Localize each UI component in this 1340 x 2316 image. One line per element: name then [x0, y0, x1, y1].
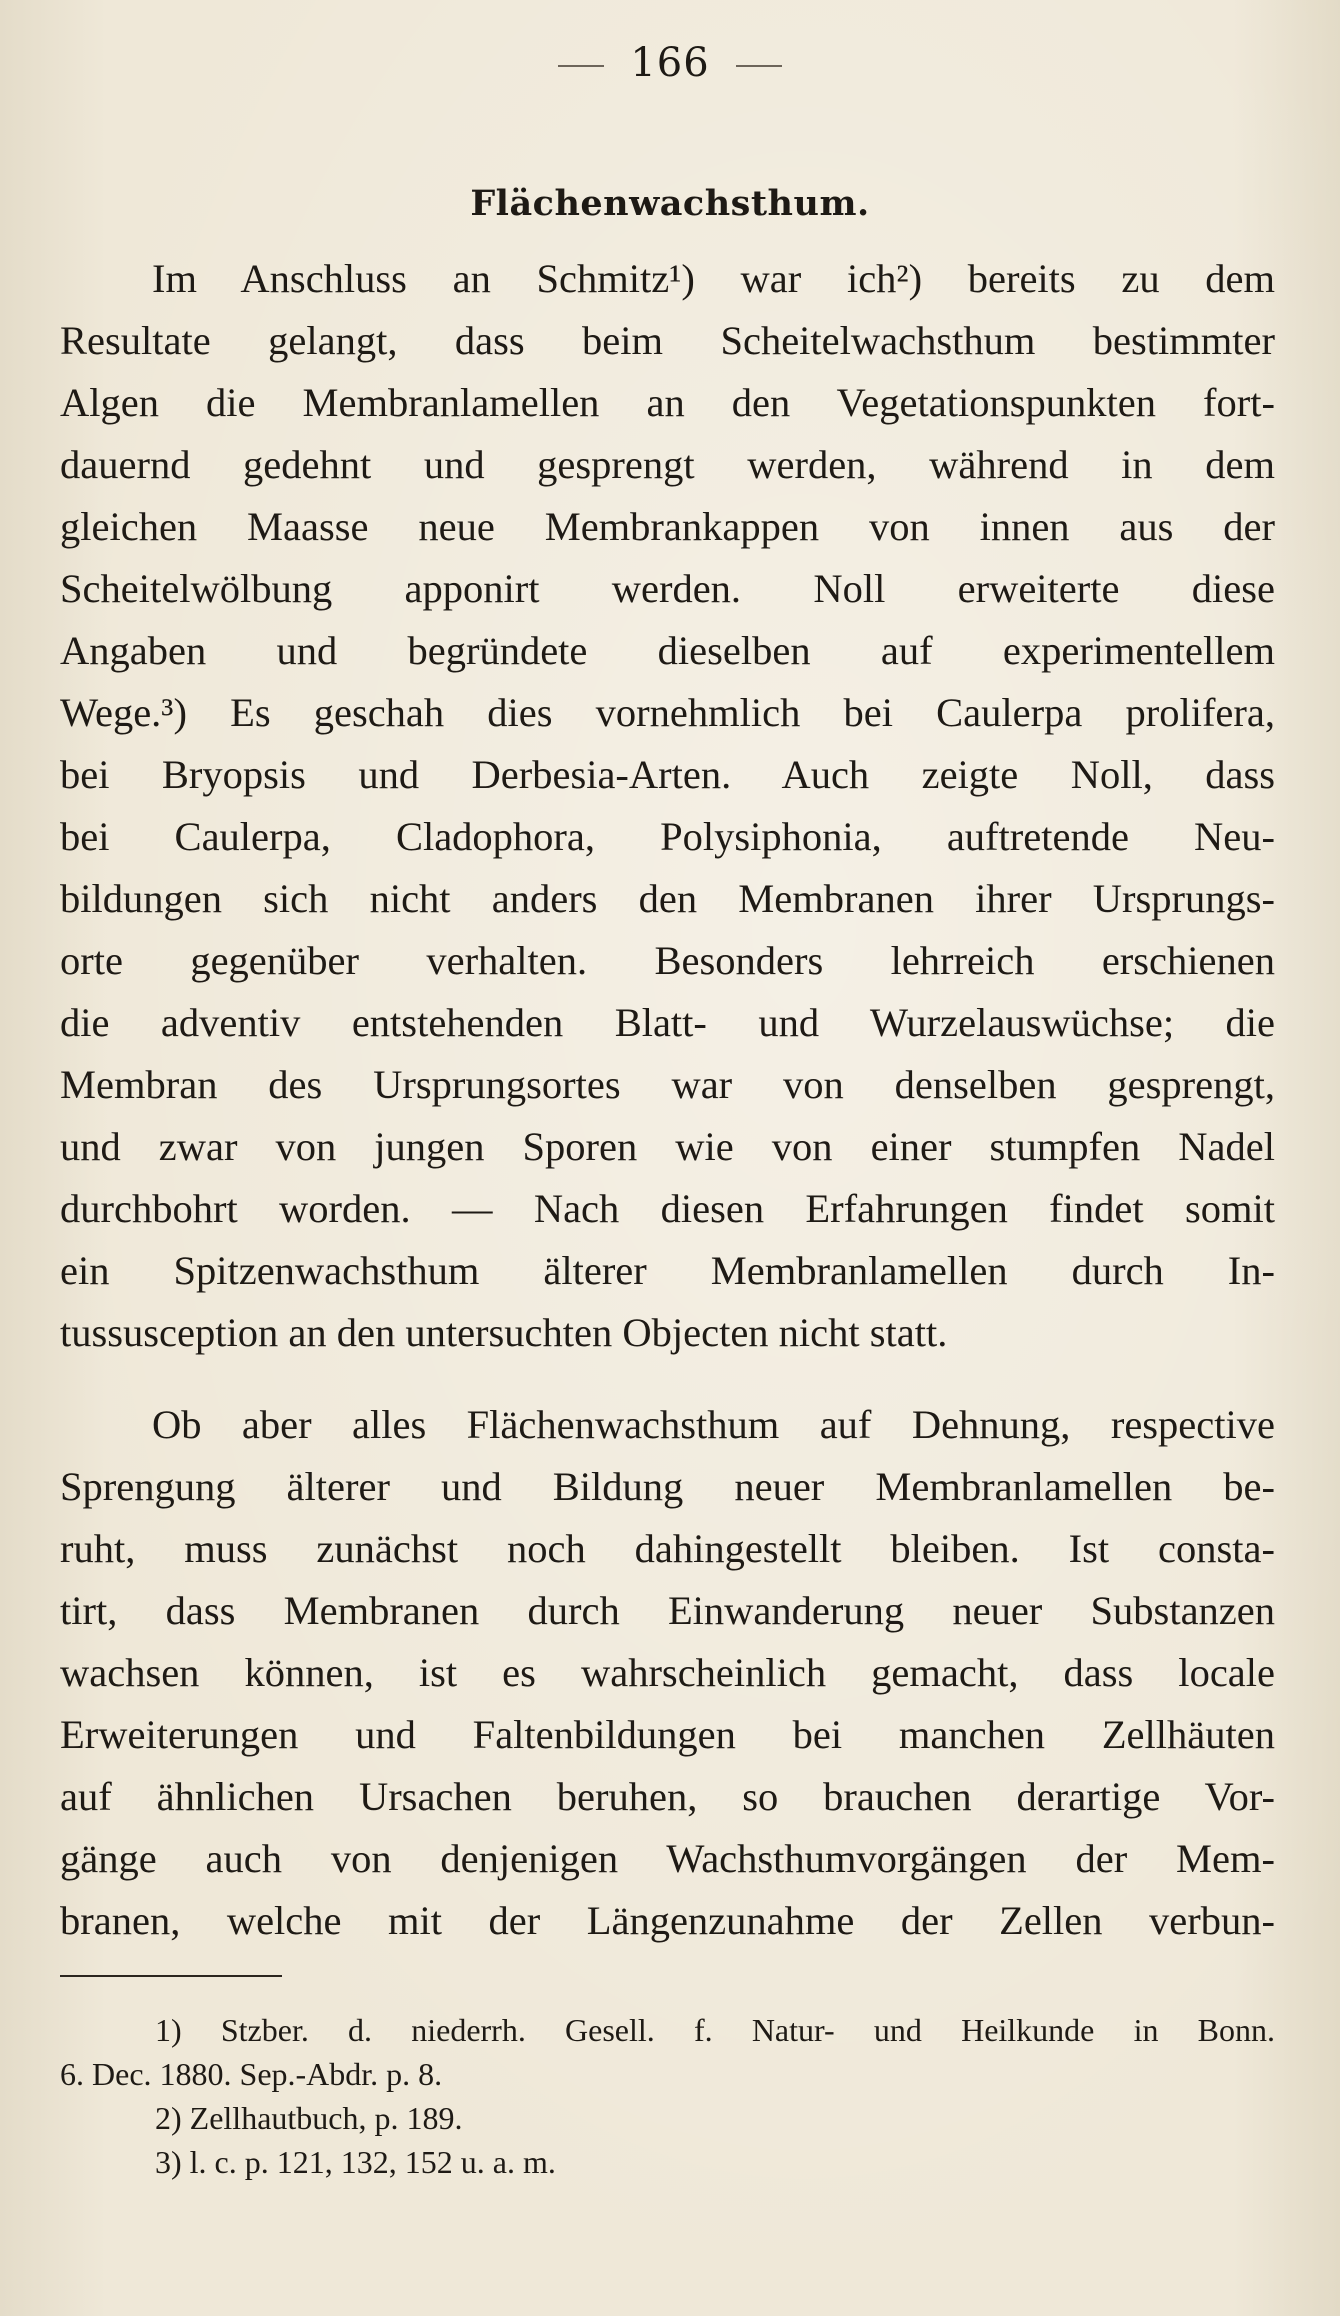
text-line: ruht, muss zunächst noch dahingestellt bleiben. Ist consta- [60, 1526, 1275, 1571]
text-line: Im Anschluss an Schmitz¹) war ich²) bereits zu dem [152, 256, 1275, 301]
text-line: die adventiv entstehenden Blatt- und Wurzelauswüchse; die [60, 1000, 1275, 1045]
text-line: tirt, dass Membranen durch Einwanderung neuer Substanzen [60, 1588, 1275, 1633]
text-line: auf ähnlichen Ursachen beruhen, so brauchen derartige Vor- [60, 1774, 1275, 1819]
text-line: Algen die Membranlamellen an den Vegetationspunkten fort- [60, 380, 1275, 425]
text-line: Ob aber alles Flächenwachsthum auf Dehnung, respective [152, 1402, 1275, 1447]
footnote-line: 1) Stzber. d. niederrh. Gesell. f. Natur- und Heilkunde in Bonn. [155, 2012, 1275, 2048]
text-line: Resultate gelangt, dass beim Scheitelwachsthum bestimmter [60, 318, 1275, 363]
text-line: gänge auch von denjenigen Wachsthumvorgängen der Mem- [60, 1836, 1275, 1881]
text-line: ein Spitzenwachsthum älterer Membranlamellen durch In- [60, 1248, 1275, 1293]
footnote-line: 3) l. c. p. 121, 132, 152 u. a. m. [155, 2144, 556, 2180]
text-line: und zwar von jungen Sporen wie von einer stumpfen Nadel [60, 1124, 1275, 1169]
text-line: Membran des Ursprungsortes war von denselben gesprengt, [60, 1062, 1275, 1107]
paragraph-1 [60, 248, 1275, 1364]
text-line: orte gegenüber verhalten. Besonders lehrreich erschienen [60, 938, 1275, 983]
footnote-divider [60, 1975, 282, 1977]
text-line: bildungen sich nicht anders den Membranen ihrer Ursprungs- [60, 876, 1275, 921]
page-number: 166 [630, 40, 710, 86]
footnotes [60, 2008, 1275, 2184]
text-line: durchbohrt worden. — Nach diesen Erfahrungen findet somit [60, 1186, 1275, 1231]
paragraph-2 [60, 1394, 1275, 1952]
text-line: bei Bryopsis und Derbesia-Arten. Auch zeigte Noll, dass [60, 752, 1275, 797]
footnote-line: 6. Dec. 1880. Sep.-Abdr. p. 8. [60, 2056, 443, 2092]
text-line: Erweiterungen und Faltenbildungen bei manchen Zellhäuten [60, 1712, 1275, 1757]
text-line: Sprengung älterer und Bildung neuer Membranlamellen be- [60, 1464, 1275, 1509]
text-line: Angaben und begründete dieselben auf experimentellem [60, 628, 1275, 673]
page-header [0, 40, 1340, 86]
header-dash-right [736, 65, 782, 67]
text-line: gleichen Maasse neue Membrankappen von innen aus der [60, 504, 1275, 549]
header-dash-left [558, 65, 604, 67]
text-line: Scheitelwölbung apponirt werden. Noll erweiterte diese [60, 566, 1275, 611]
text-line: wachsen können, ist es wahrscheinlich gemacht, dass locale [60, 1650, 1275, 1695]
text-line: bei Caulerpa, Cladophora, Polysiphonia, auftretende Neu- [60, 814, 1275, 859]
footnote-line: 2) Zellhautbuch, p. 189. [155, 2100, 463, 2136]
text-line: dauernd gedehnt und gesprengt werden, während in dem [60, 442, 1275, 487]
text-line: tussusception an den untersuchten Objecten nicht statt. [60, 1310, 948, 1355]
text-line: Wege.³) Es geschah dies vornehmlich bei Caulerpa prolifera, [60, 690, 1275, 735]
text-line: branen, welche mit der Längenzunahme der Zellen verbun- [60, 1898, 1275, 1943]
section-title: Flächenwachsthum. [470, 183, 870, 224]
